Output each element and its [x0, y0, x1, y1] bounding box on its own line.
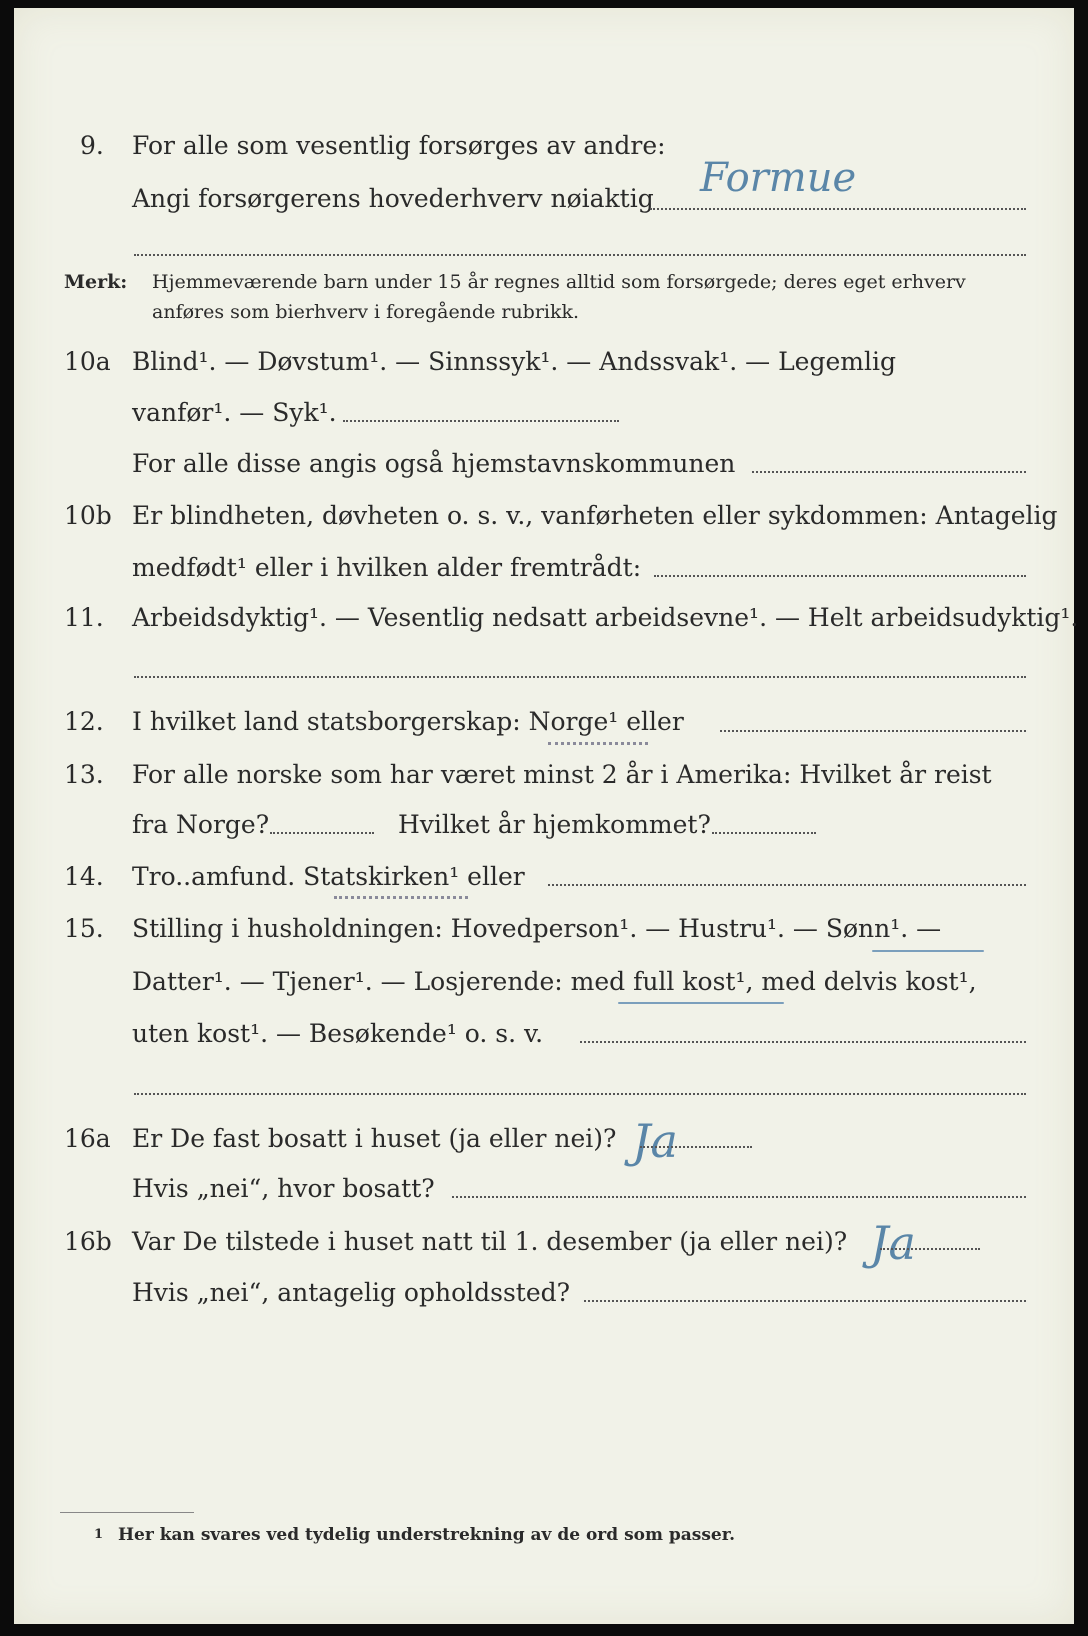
q11-blank-line	[134, 676, 1026, 678]
q9-answer-line	[650, 208, 1026, 210]
q16b-opholdssted-line	[584, 1300, 1026, 1302]
q16b-number: 16b	[64, 1227, 112, 1256]
q15-answer-line	[580, 1041, 1026, 1043]
q13-line1: For alle norske som har været minst 2 år i Amerika: Hvilket år reist	[132, 760, 992, 789]
q15-underline-full-kost	[618, 1002, 784, 1004]
q9-number: 9.	[80, 131, 104, 160]
q13-hjemkommet-line	[712, 832, 816, 834]
q15-line1: Stilling i husholdningen: Hovedperson¹. — Hustru¹. — Sønn¹. —	[132, 914, 942, 943]
q16b-answer-line	[880, 1248, 980, 1250]
q16b-line1: Var De tilstede i huset natt til 1. desember (ja eller nei)?	[132, 1227, 848, 1256]
q10a-line1: Blind¹. — Døvstum¹. — Sinnssyk¹. — Andssvak¹. — Legemlig	[132, 347, 896, 376]
q16b-line2: Hvis „nei“, antagelig opholdssted?	[132, 1278, 571, 1307]
footnote-rule	[60, 1512, 194, 1513]
q16a-line2: Hvis „nei“, hvor bosatt?	[132, 1174, 435, 1203]
q10b-answer-line	[654, 575, 1026, 577]
q12-underline-norge	[548, 742, 648, 745]
q13-number: 13.	[64, 760, 104, 789]
q10a-number: 10a	[64, 347, 111, 376]
q14-answer-line	[548, 884, 1026, 886]
q13-reist-line	[270, 832, 374, 834]
footnote-mark: 1	[94, 1527, 104, 1542]
q10a-answer-line	[343, 420, 619, 422]
q16a-line1: Er De fast bosatt i huset (ja eller nei)?	[132, 1124, 617, 1153]
q11-number: 11.	[64, 603, 104, 632]
q15-line2: Datter¹. — Tjener¹. — Losjerende: med full kost¹, med delvis kost¹,	[132, 967, 977, 996]
q10b-line1: Er blindheten, døvheten o. s. v., vanførheten eller sykdommen: Antagelig	[132, 501, 1058, 530]
q13-line2b: Hvilket år hjemkommet?	[398, 810, 711, 839]
q12-answer-line	[720, 730, 1026, 732]
merk-label: Merk:	[64, 271, 128, 293]
q15-line3: uten kost¹. — Besøkende¹ o. s. v.	[132, 1019, 544, 1048]
q9-line2: Angi forsørgerens hovederhverv nøiaktig	[132, 184, 654, 213]
q16a-number: 16a	[64, 1124, 111, 1153]
merk-line1: Hjemmeværende barn under 15 år regnes alltid som forsørgede; deres eget erhverv	[152, 271, 966, 293]
q10a-kommune-line	[752, 471, 1026, 473]
q12-number: 12.	[64, 707, 104, 736]
q10b-number: 10b	[64, 501, 112, 530]
q16a-answer-line	[640, 1146, 752, 1148]
q12-line1: I hvilket land statsborgerskap: Norge¹ eller	[132, 707, 684, 736]
q15-underline-sonn	[872, 950, 984, 952]
q10a-line3: For alle disse angis også hjemstavnskommunen	[132, 449, 736, 478]
q11-line1: Arbeidsdyktig¹. — Vesentlig nedsatt arbeidsevne¹. — Helt arbeidsudyktig¹.	[132, 603, 1079, 632]
q14-number: 14.	[64, 862, 104, 891]
merk-line2: anføres som bierhverv i foregående rubrikk.	[152, 301, 580, 323]
q10a-line2: vanfør¹. — Syk¹.	[132, 398, 337, 427]
footnote-text: Her kan svares ved tydelig understrekning av de ord som passer.	[118, 1525, 736, 1545]
q15-number: 15.	[64, 914, 104, 943]
q16b-handwritten-answer: Ja	[870, 1216, 916, 1270]
q16a-bosatt-line	[452, 1196, 1026, 1198]
q13-line2a: fra Norge?	[132, 810, 270, 839]
q16a-handwritten-answer: Ja	[632, 1114, 678, 1168]
q15-blank-line	[134, 1093, 1026, 1095]
q10b-line2: medfødt¹ eller i hvilken alder fremtrådt:	[132, 553, 642, 582]
q9-handwritten-answer: Formue	[700, 155, 857, 201]
q14-underline-statskirken	[334, 896, 468, 899]
q9-line1: For alle som vesentlig forsørges av andre:	[132, 131, 666, 160]
q9-blank-line	[134, 254, 1026, 256]
q14-line1: Tro..amfund. Statskirken¹ eller	[132, 862, 525, 891]
